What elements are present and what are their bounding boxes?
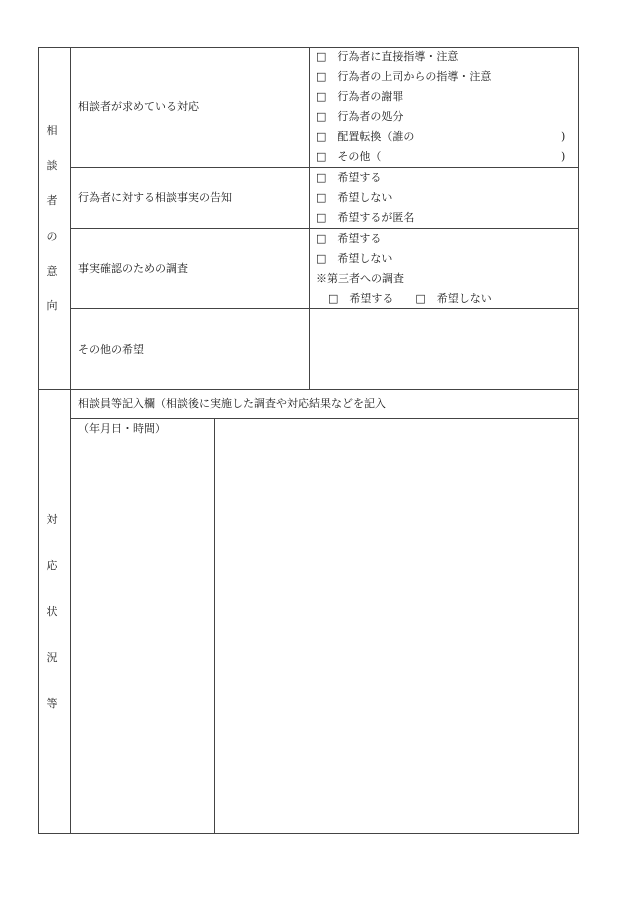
row-divider: [70, 228, 579, 229]
close-paren: ): [561, 130, 566, 143]
checkbox-option[interactable]: □ 希望する: [316, 232, 382, 245]
checkbox-option[interactable]: □ 希望するが匿名: [316, 211, 415, 224]
checkbox-option[interactable]: □ 希望しない: [316, 191, 393, 204]
investigation-label: 事実確認のための調査: [78, 262, 188, 275]
close-paren: ): [561, 150, 566, 163]
checkbox-option[interactable]: □ 希望する: [316, 171, 382, 184]
checkbox-option[interactable]: □ その他（: [316, 150, 382, 163]
checkbox-option[interactable]: □ 行為者の謝罪: [316, 90, 404, 103]
other-wishes-field[interactable]: [310, 309, 578, 388]
third-party-note: ※第三者への調査: [316, 272, 404, 285]
response-entry-area[interactable]: [215, 419, 578, 833]
checkbox-option[interactable]: □ 配置転換（誰の: [316, 130, 415, 143]
checkbox-option[interactable]: □ 行為者の上司からの指導・注意: [316, 70, 492, 83]
checkbox-option[interactable]: □ 行為者の処分: [316, 110, 404, 123]
checkbox-option[interactable]: □ 希望しない: [316, 252, 393, 265]
checkbox-option[interactable]: □ 行為者に直接指導・注意: [316, 50, 459, 63]
section-divider: [38, 389, 579, 390]
response-header: 相談員等記入欄（相談後に実施した調査や対応結果などを記入: [78, 397, 386, 410]
other-wishes-label: その他の希望: [78, 343, 144, 356]
date-time-column-label: （年月日・時間）: [78, 422, 166, 435]
notification-label: 行為者に対する相談事実の告知: [78, 191, 232, 204]
requested-response-label: 相談者が求めている対応: [78, 100, 199, 113]
third-party-options[interactable]: □ 希望する □ 希望しない: [328, 292, 492, 305]
date-entry-area[interactable]: [71, 438, 213, 833]
row-divider: [70, 167, 579, 168]
